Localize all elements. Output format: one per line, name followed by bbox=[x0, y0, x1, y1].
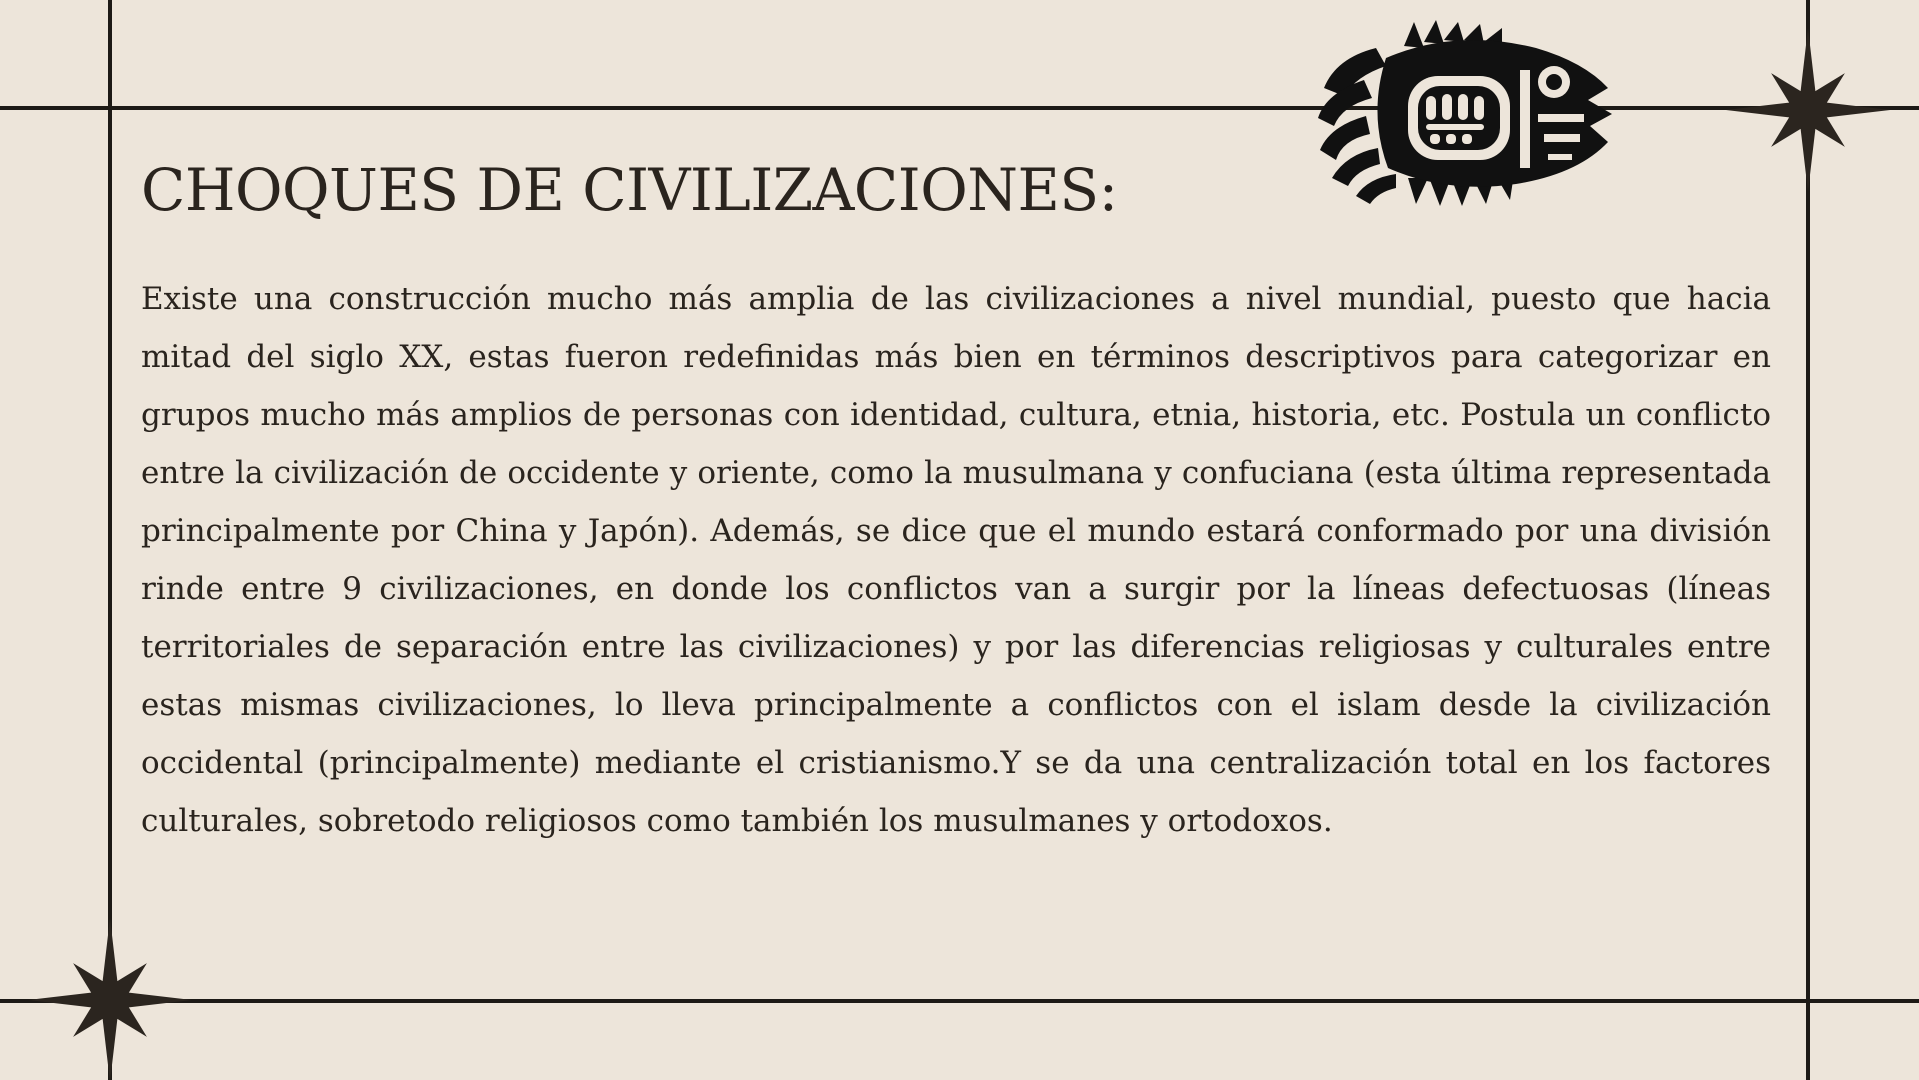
aztec-fish-icon bbox=[1316, 18, 1616, 208]
four-point-star-icon bbox=[28, 918, 192, 1080]
slide-title: CHOQUES DE CIVILIZACIONES: bbox=[141, 156, 1118, 224]
frame-line-top bbox=[0, 106, 1919, 110]
frame-line-bottom bbox=[0, 999, 1919, 1003]
body-paragraph: Existe una construcción mucho más amplia de las civilizaciones a nivel mundial, puesto que hacia mitad del siglo XX, estas fueron redefinidas más bien en términos descriptivos para categorizar en grupos mucho más amplios de personas con identidad, cultura, etnia, historia, etc. Postula un conflicto entre la civilización de occidente y oriente, como la musulmana y confuciana (esta última representada principalmente por China y Japón). Además, se dice que el mundo estará conformado por una división rinde entre 9 civilizaciones, en donde los conflictos van a surgir por la líneas defectuosas (líneas territoriales de separación entre las civilizaciones) y por las diferencias religiosas y culturales entre estas mismas civilizaciones, lo lleva principalmente a conflictos con el islam desde la civilización occidental (principalmente) mediante el cristianismo.Y se da una centralización total en los factores culturales, sobretodo religiosos como también los musulmanes y ortodoxos. bbox=[141, 281, 1771, 839]
four-point-star-icon bbox=[1726, 28, 1890, 192]
